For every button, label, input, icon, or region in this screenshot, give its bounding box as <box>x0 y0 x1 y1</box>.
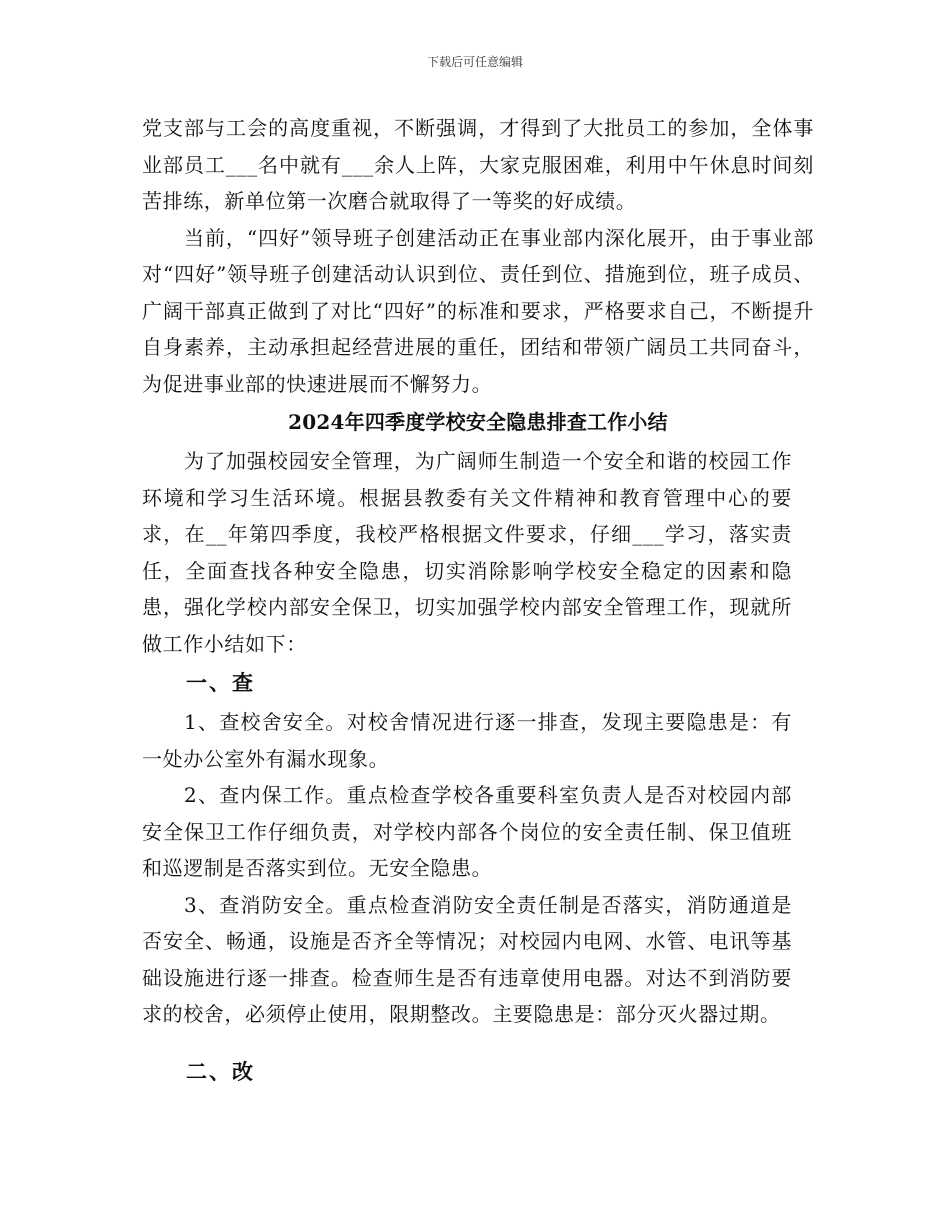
article-title: 2024年四季度学校安全隐患排查工作小结 <box>288 410 668 434</box>
section-heading-fix: 二、改 <box>186 1058 255 1084</box>
section-heading-check: 一、查 <box>186 670 255 695</box>
intro-paragraph: 党支部与工会的高度重视，不断强调，才得到了大批员工的参加，全体事业部员工___名中就有___余人上阵，大家克服困难，利用中午休息时间刻苦排练，新单位第一次磨合就取得了一等奖的好成绩。 <box>142 116 814 213</box>
list-item: 3、查消防安全。重点检查消防安全责任制是否落实，消防通道是否安全、畅通，设施是否齐全等情况；对校园内电网、水管、电讯等基础设施进行逐一排查。检查师生是否有违章使用电器。对达不到消防要求的校舍，必须停止使用，限期整改。主要隐患是：部分灭火器过期。 <box>142 892 792 1026</box>
list-item: 1、查校舍安全。对校舍情况进行逐一排查，发现主要隐患是：有一处办公室外有漏水现象。 <box>142 710 792 771</box>
intro-paragraph: 当前，“四好”领导班子创建活动正在事业部内深化展开，由于事业部对“四好”领导班子创建活动认识到位、责任到位、措施到位，班子成员、广阔干部真正做到了对比“四好”的标准和要求，严格要求自己，不断提升自身素养，主动承担起经营进展的重任，团结和带领广阔员工共同奋斗，为促进事业部的快速进展而不懈努力。 <box>142 225 814 396</box>
document-body <box>142 110 814 1093</box>
article-section <box>142 443 792 1089</box>
page-header-note: 下载后可任意编辑 <box>426 55 523 69</box>
article-opening: 为了加强校园安全管理，为广阔师生制造一个安全和谐的校园工作环境和学习生活环境。根据县教委有关文件精神和教育管理中心的要求，在__年第四季度，我校严格根据文件要求，仔细___学习，落实责任，全面查找各种安全隐患，切实消除影响学校安全稳定的因素和隐患，强化学校内部安全保卫，切实加强学校内部安全管理工作，现就所做工作小结如下： <box>142 449 792 656</box>
list-item: 2、查内保工作。重点检查学校各重要科室负责人是否对校园内部安全保卫工作仔细负责，对学校内部各个岗位的安全责任制、保卫值班和巡逻制是否落实到位。无安全隐患。 <box>142 783 792 880</box>
